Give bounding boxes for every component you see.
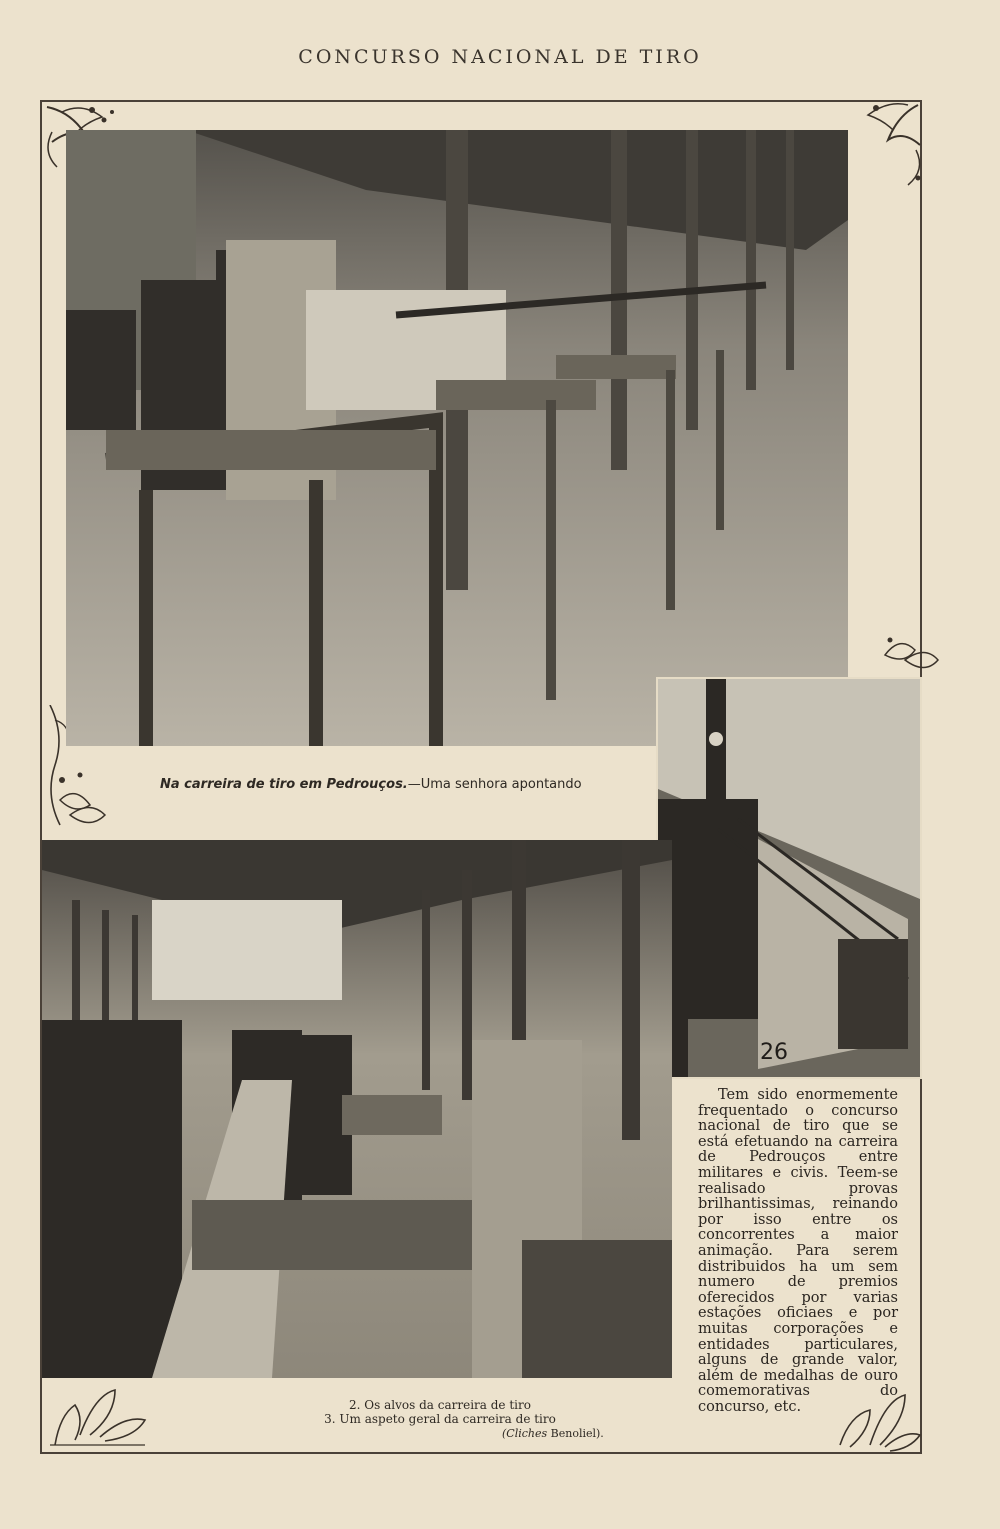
credit-italic: (Cliches <box>502 1427 548 1440</box>
shooting-range-photo <box>66 130 848 746</box>
article-paragraph: Tem sido enormemente frequentado o concurso nacional de tiro que se está efetuando na carreira de Pedrouços entre militares e civis. Teem-se realisado provas brilhantissimas, reinando por isso entre os concorrentes a maior animação. Para serem distribuidos ha um sem numero de premios oferecidos por varias estações oficiaes e por muitas corporações e entidades particulares, alguns de grande valor, além de medalhas de ouro comemorativas do concurso, etc. <box>698 1087 898 1415</box>
page-title: CONCURSO NACIONAL DE TIRO <box>298 46 702 68</box>
credit-name: Benoliel). <box>550 1427 604 1440</box>
range-overview-photo <box>42 840 672 1378</box>
targets-photo <box>656 677 922 1079</box>
article-text <box>698 1088 898 1415</box>
flower-ornament-right-icon <box>880 630 940 680</box>
top-photo-caption <box>160 777 620 792</box>
target-number: 26 <box>760 1040 788 1065</box>
corner-ornament-top-right-icon <box>838 100 928 200</box>
bottom-photo-captions <box>250 1398 630 1426</box>
caption-place: Na carreira de tiro em Pedrouços. <box>160 777 408 792</box>
caption-line-2: 2. Os alvos da carreira de tiro <box>349 1398 531 1412</box>
photo-credit <box>502 1427 604 1440</box>
caption-line-3: 3. Um aspeto geral da carreira de tiro <box>324 1412 556 1426</box>
flower-ornament-bottom-left-icon <box>45 1375 155 1450</box>
caption-description: —Uma senhora apontando <box>407 777 582 792</box>
